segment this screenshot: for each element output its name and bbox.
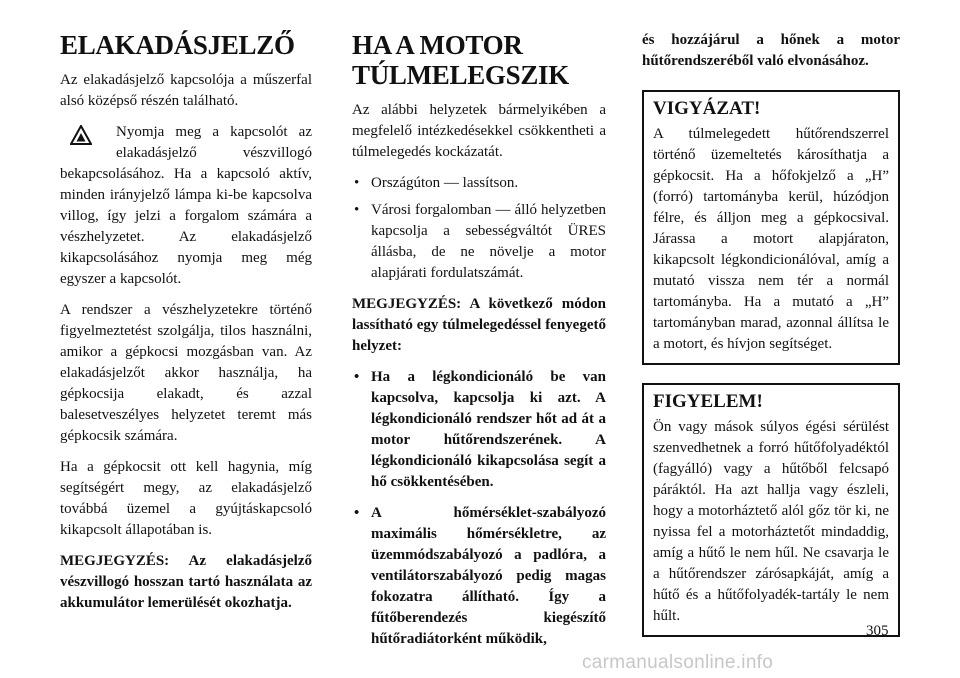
caution-title: VIGYÁZAT! — [653, 98, 761, 119]
section-title-overheat: HA A MOTOR TÚLMELEGSZIK — [352, 30, 569, 90]
hazard-usage-paragraph: A rendszer a vészhelyzetekre történő figyelmeztetést szolgálja, tilos használni, amikor a gépkocsi mozgásban van. Az elakadásjelzőt akkor használja, ha gépkocsija elakadt, és azzal balesetveszélyes helyzetet teremt más gépkocsik számára. — [60, 302, 312, 444]
section-title-hazard: ELAKADÁSJELZŐ — [60, 30, 295, 60]
page-number: 305 — [866, 623, 889, 639]
hazard-activation-text: Nyomja meg a kapcsolót az elakadásjelző vészvillogó bekapcsolásához. Ha a kapcsoló aktív, minden irányjelző lámpa ki-be kapcsolva villog, így jelzi a forgalom számára a vészhelyzetet. Az elakadásjelző kikapcsolásához nyomja meg még egyszer a kapcsolót. — [60, 124, 312, 287]
overheat-bullet-list — [352, 173, 606, 284]
list-item: • Ha a légkondicionáló be van kapcsolva, kapcsolja ki azt. A légkondicionáló rendszer hőt ad át a motor hűtőrendszerének. A légkondicionáló kikapcsolása segít a hő csökkentésében. — [352, 367, 606, 493]
warning-text: Ön vagy mások súlyos égési sérülést szenvedhetnek a forró hűtőfolyadéktól (fagyálló) vagy a hűtőből felcsapó páráktól. Ha azt hallja vagy észleli, hogy a motorháztető alól gőz tör ki, ne nyissa fel a motorháztetőt mindaddig, amíg a hűtő le nem hűl. Ne csavarja le a hűtőrendszer zárósapkáját, amíg a hűtő és a hűtőfolyadék-tartály le nem hűlt. — [653, 419, 889, 624]
list-item: • Országúton — lassítson. — [352, 173, 606, 194]
warning-box — [642, 383, 900, 637]
warning-title: FIGYELEM! — [653, 391, 763, 412]
column-middle — [352, 30, 606, 660]
overheat-bold-list — [352, 367, 606, 650]
overheat-note: MEGJEGYZÉS: A következő módon lassítható egy túlmelegedéssel fenyegető helyzet: — [352, 296, 606, 354]
list-item: • Városi forgalomban — álló helyzetben kapcsolja a sebességváltót ÜRES állásba, de ne növelje a motor alapjárati fordulatszámát. — [352, 200, 606, 284]
watermark: carmanualsonline.info — [582, 652, 774, 673]
column-left — [60, 30, 312, 624]
hazard-leave-vehicle-paragraph: Ha a gépkocsit ott kell hagynia, míg segítségért megy, az elakadásjelző továbbá üzemel a gyújtáskapcsoló kikapcsolt állapotában is. — [60, 459, 312, 538]
hazard-note: MEGJEGYZÉS: Az elakadásjelző vészvillogó hosszan tartó használata az akkumulátor lemerülését okozhatja. — [60, 553, 312, 611]
hazard-switch-location: Az elakadásjelző kapcsolója a műszerfal alsó középső részén található. — [60, 72, 312, 109]
overheat-intro: Az alábbi helyzetek bármelyikében a megfelelő intézkedésekkel csökkentheti a túlmelegedés kockázatát. — [352, 102, 606, 160]
hazard-activation-paragraph — [60, 122, 312, 290]
overheat-continuation: és hozzájárul a hőnek a motor hűtőrendszeréből való elvonásához. — [642, 32, 900, 69]
hazard-triangle-icon — [70, 125, 92, 145]
column-right — [642, 30, 900, 655]
list-item: • A hőmérséklet-szabályozó maximális hőmérsékletre, az üzemmódszabályozó a padlóra, a ventilátorszabályozó pedig magas fokozatra állítható. Így a fűtőberendezés kiegészítő hűtőradiátorként működik, — [352, 503, 606, 650]
caution-text: A túlmelegedett hűtőrendszerrel történő üzemeltetés károsíthatja a gépkocsit. Ha a hőfokjelző a „H” (forró) tartományba kerül, húzódjon félre, és álljon meg a gépkocsival. Járassa a motort alapjáraton, kikapcsolt légkondicionálóval, amíg a mutató vissza nem tér a normál tartományba. Ha a mutató a „H” tartományban marad, azonnal állítsa le a motort, és hívjon segítséget. — [653, 126, 889, 352]
caution-box — [642, 90, 900, 365]
